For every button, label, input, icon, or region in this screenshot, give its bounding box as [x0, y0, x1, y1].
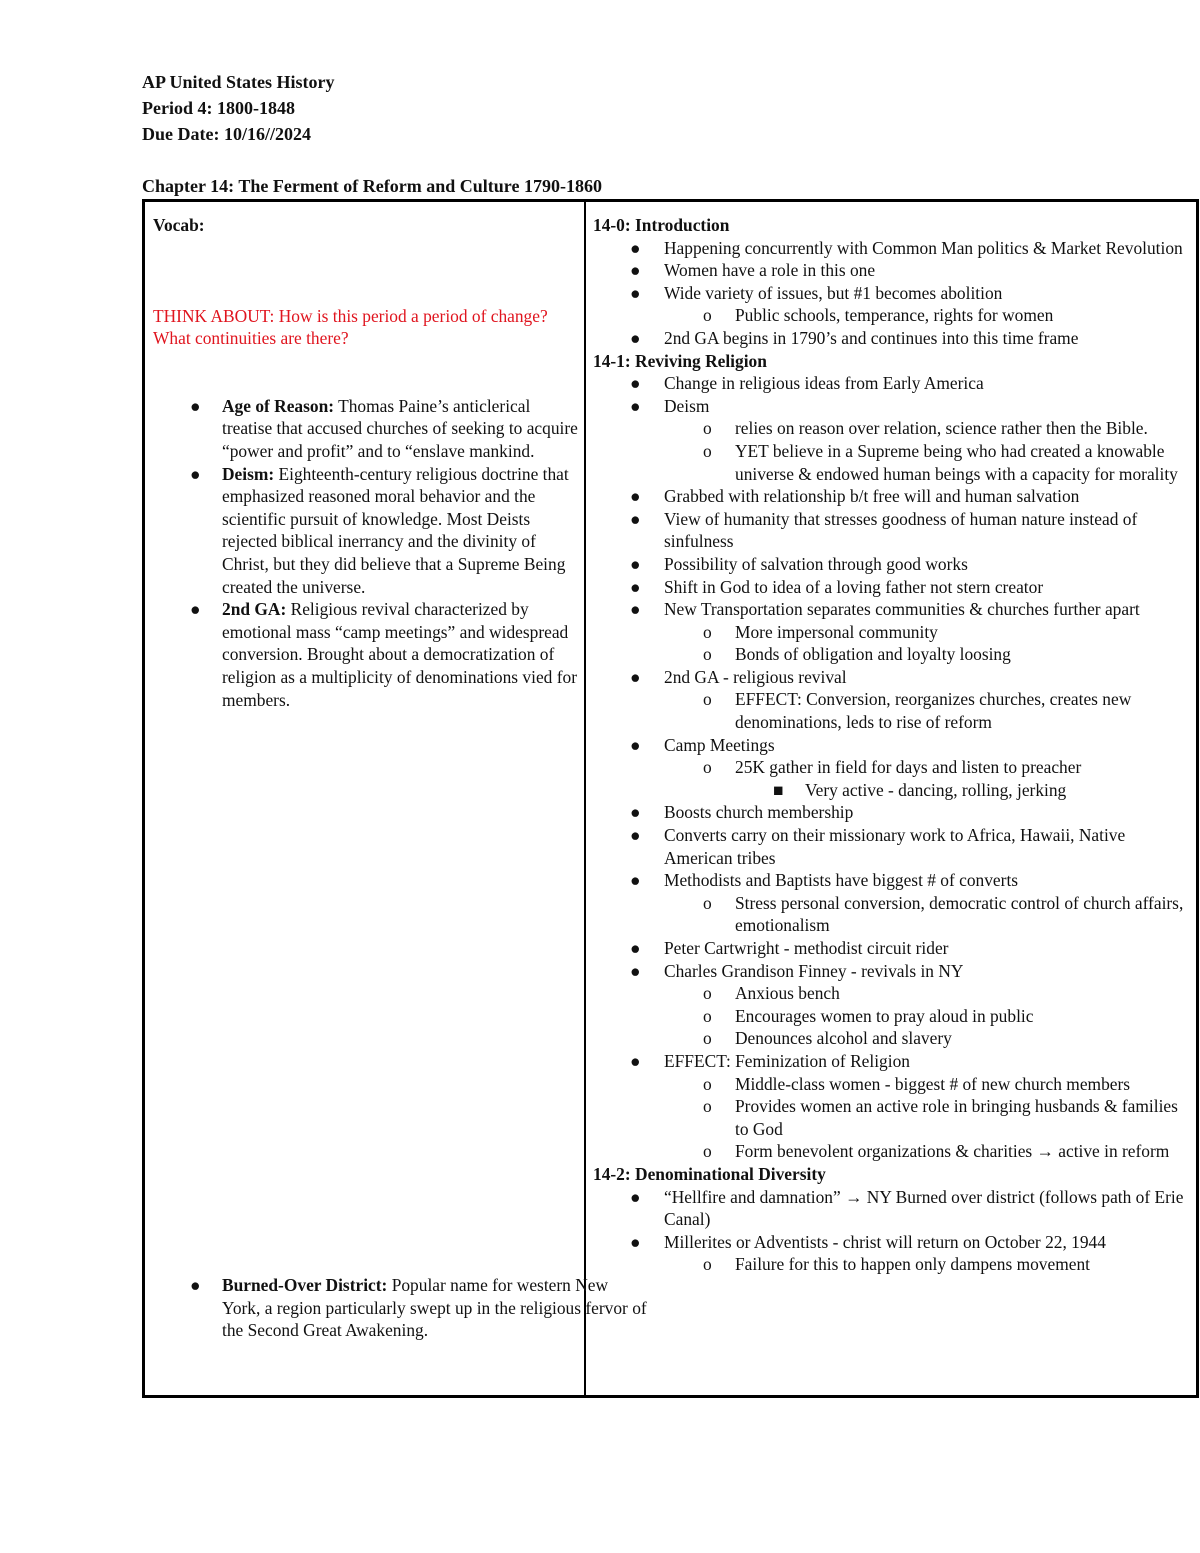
list-item: o YET believe in a Supreme being who had created a knowable universe & endowed human beings with a capacity for morality — [703, 440, 1178, 484]
bullet-icon: ● — [190, 1275, 201, 1295]
column-divider — [584, 202, 586, 1395]
circle-bullet-icon: o — [703, 1073, 712, 1094]
bullet-icon: ● — [630, 373, 641, 394]
bullet-icon: ● — [630, 1186, 641, 1207]
bullet-icon: ● — [630, 734, 641, 755]
vocab-item — [153, 463, 578, 599]
bullet-icon: ● — [630, 508, 641, 529]
list-item: ● Possibility of salvation through good works — [630, 553, 968, 574]
list-item: o 25K gather in field for days and listen to preacher — [703, 757, 1082, 778]
vocab-term: 2nd GA: — [222, 599, 287, 620]
bullet-icon: ● — [630, 260, 641, 281]
circle-bullet-icon: o — [703, 1005, 712, 1026]
vocab-item — [153, 1274, 647, 1342]
bullet-icon: ● — [190, 395, 201, 416]
vocab-definition: Religious revival characterized by emotional mass “camp meetings” and widespread conversion. Brought about a democratization of religion as a multiplicity of denominations vied for members. — [222, 599, 577, 710]
list-item: o Public schools, temperance, rights for women — [703, 305, 1054, 326]
circle-bullet-icon: o — [703, 892, 712, 913]
list-item: ● Peter Cartwright - methodist circuit rider — [630, 938, 949, 958]
list-item: ● “Hellfire and damnation” → NY Burned over district (follows path of Erie Canal) — [630, 1186, 1184, 1230]
circle-bullet-icon: o — [703, 1096, 712, 1117]
list-item: ● Charles Grandison Finney - revivals in NY — [630, 960, 964, 981]
vocab-term: Burned-Over District: — [222, 1275, 388, 1295]
list-item: ● Shift in God to idea of a loving father not stern creator — [630, 576, 1044, 597]
bullet-icon: ● — [630, 486, 641, 507]
list-item: ● Boosts church membership — [630, 802, 854, 823]
vocab-definition: Eighteenth-century religious doctrine that emphasized reasoned moral behavior and the scientific pursuit of knowledge. Most Deists rejected biblical inerrancy and the divinity of Christ, but they did believe that a Supreme Being created the universe. — [222, 463, 569, 597]
bullet-icon: ● — [630, 237, 641, 258]
list-item: ● Happening concurrently with Common Man politics & Market Revolution — [630, 237, 1183, 258]
square-bullet-icon: ■ — [773, 779, 784, 800]
circle-bullet-icon: o — [703, 440, 712, 461]
bullet-icon: ● — [630, 666, 641, 687]
bullet-icon: ● — [630, 825, 641, 846]
list-item: ● 2nd GA - religious revival — [630, 666, 847, 687]
chapter-title: Chapter 14: The Ferment of Reform and Culture 1790-1860 — [142, 176, 602, 196]
list-item: o Encourages women to pray aloud in public — [703, 1005, 1034, 1026]
vocab-title: Vocab: — [153, 215, 205, 235]
list-item: ● Deism — [630, 395, 710, 416]
list-item: ● EFFECT: Feminization of Religion — [630, 1050, 910, 1071]
bullet-icon: ● — [630, 395, 641, 416]
circle-bullet-icon: o — [703, 983, 712, 1004]
list-item: o Failure for this to happen only dampens movement — [703, 1254, 1090, 1275]
bullet-icon: ● — [630, 576, 641, 597]
list-item: o Bonds of obligation and loyalty loosing — [703, 644, 1011, 665]
circle-bullet-icon: o — [703, 689, 712, 710]
list-item: ● View of humanity that stresses goodness of human nature instead of sinfulness — [630, 508, 1138, 552]
section-heading: 14-0: Introduction — [593, 215, 730, 235]
list-item: o Provides women an active role in bringing husbands & families to God — [703, 1096, 1178, 1139]
vocab-item — [153, 395, 578, 463]
list-item: ● Wide variety of issues, but #1 becomes abolition — [630, 282, 1003, 303]
period-label: Period 4: 1800-1848 — [142, 98, 295, 118]
vocab-column — [153, 214, 647, 1341]
list-item: o EFFECT: Conversion, reorganizes churches, creates new denominations, leds to rise of reform — [703, 689, 1132, 733]
list-item: ● 2nd GA begins in 1790’s and continues into this time frame — [630, 327, 1079, 348]
vocab-definition: Popular name for western New York, a region particularly swept up in the religious fervor of the Second Great Awakening. — [222, 1275, 647, 1341]
list-item: o Anxious bench — [703, 983, 840, 1004]
bullet-icon: ● — [630, 553, 641, 574]
circle-bullet-icon: o — [703, 1028, 712, 1049]
list-item: ● Camp Meetings — [630, 734, 775, 755]
notes-table — [142, 199, 1199, 1398]
circle-bullet-icon: o — [703, 621, 712, 642]
section-heading: 14-2: Denominational Diversity — [593, 1163, 826, 1184]
section-heading: 14-1: Reviving Religion — [593, 350, 767, 371]
list-item: o Denounces alcohol and slavery — [703, 1028, 952, 1049]
list-item: o Form benevolent organizations & charities → active in reform — [703, 1141, 1170, 1162]
list-item: ● Change in religious ideas from Early America — [630, 373, 984, 394]
vocab-item — [153, 598, 578, 711]
circle-bullet-icon: o — [703, 1141, 712, 1162]
bullet-icon: ● — [190, 599, 201, 620]
due-date: Due Date: 10/16//2024 — [142, 124, 311, 144]
bullet-icon: ● — [630, 599, 641, 620]
vocab-term: Deism: — [222, 463, 275, 484]
notes-column — [593, 214, 1193, 1276]
list-item: ● Methodists and Baptists have biggest # of converts — [630, 870, 1019, 891]
list-item: ● New Transportation separates communities & churches further apart — [630, 599, 1140, 620]
bullet-icon: ● — [190, 463, 201, 484]
course-title: AP United States History — [142, 72, 335, 92]
bullet-icon: ● — [630, 327, 641, 348]
bullet-icon: ● — [630, 282, 641, 303]
list-item: o Stress personal conversion, democratic control of church affairs, emotionalism — [703, 892, 1184, 936]
vocab-term: Age of Reason: — [222, 395, 335, 416]
circle-bullet-icon: o — [703, 757, 712, 778]
circle-bullet-icon: o — [703, 644, 712, 665]
bullet-icon: ● — [630, 870, 641, 891]
circle-bullet-icon: o — [703, 305, 712, 326]
bullet-icon: ● — [630, 938, 641, 958]
list-item: o Middle-class women - biggest # of new church members — [703, 1073, 1131, 1094]
list-item: ● Converts carry on their missionary work to Africa, Hawaii, Native American tribes — [630, 825, 1126, 868]
vocab-definition: Thomas Paine’s anticlerical treatise that accused churches of seeking to acquire “power and profit” and to “enslave mankind. — [222, 395, 578, 461]
list-item: o relies on reason over relation, science rather then the Bible. — [703, 418, 1148, 439]
think-about-prompt: THINK ABOUT: How is this period a period of change? What continuities are there? — [153, 305, 548, 349]
circle-bullet-icon: o — [703, 418, 712, 439]
bullet-icon: ● — [630, 1231, 641, 1252]
bullet-icon: ● — [630, 960, 641, 981]
bullet-icon: ● — [630, 802, 641, 823]
list-item: ● Millerites or Adventists - christ will return on October 22, 1944 — [630, 1231, 1106, 1252]
list-item: ● Women have a role in this one — [630, 260, 876, 281]
bullet-icon: ● — [630, 1050, 641, 1071]
list-item: ● Grabbed with relationship b/t free will and human salvation — [630, 486, 1080, 507]
circle-bullet-icon: o — [703, 1254, 712, 1275]
list-item: ■ Very active - dancing, rolling, jerking — [773, 779, 1067, 800]
list-item: o More impersonal community — [703, 621, 938, 642]
